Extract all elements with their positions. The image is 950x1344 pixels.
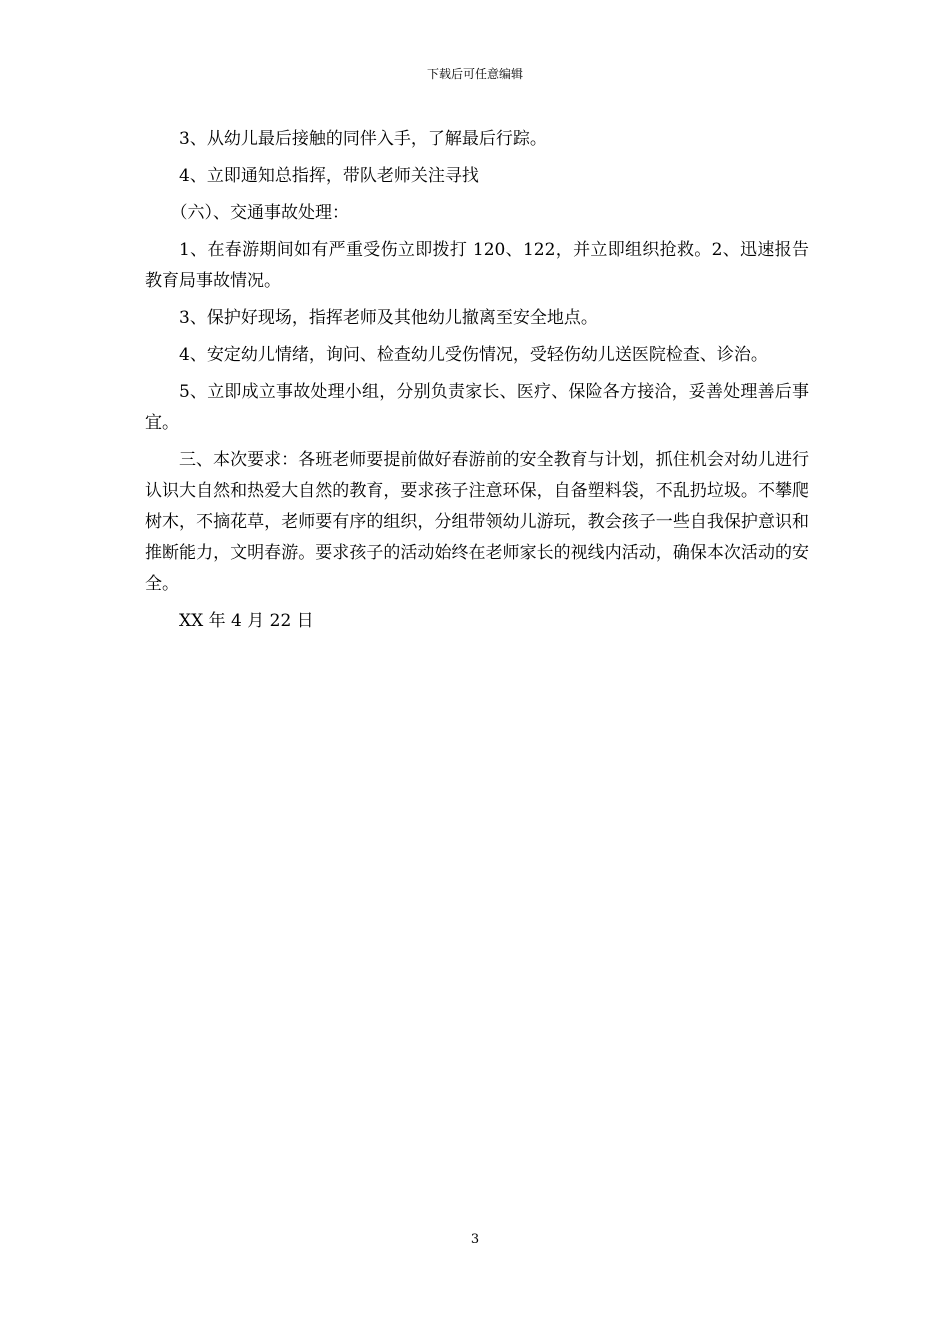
document-body: [145, 124, 809, 637]
paragraph-find-last-contact: 3、从幼儿最后接触的同伴入手，了解最后行踪。: [179, 129, 547, 149]
page-header: 下载后可任意编辑: [426, 67, 523, 81]
paragraph-requirements: 三、本次要求：各班老师要提前做好春游前的安全教育与计划，抓住机会对幼儿进行认识大自然和热爱大自然的教育，要求孩子注意环保，自备塑料袋，不乱扔垃圾。不攀爬树木，不摘花草，老师要有序的组织，分组带领幼儿游玩，教会孩子一些自我保护意识和推断能力，文明春游。要求孩子的活动始终在老师家长的视线内活动，确保本次活动的安全。: [145, 450, 809, 594]
paragraph-notify-commander: 4、立即通知总指挥，带队老师关注寻找: [179, 166, 479, 186]
paragraph-calm-children: 4、安定幼儿情绪，询问、检查幼儿受伤情况，受轻伤幼儿送医院检查、诊治。: [179, 345, 768, 365]
document-date: XX 年 4 月 22 日: [179, 611, 314, 631]
paragraph-protect-scene: 3、保护好现场，指挥老师及其他幼儿撤离至安全地点。: [179, 308, 598, 328]
section-heading-traffic-accident: （六）、交通事故处理：: [170, 203, 349, 223]
paragraph-emergency-call: 1、在春游期间如有严重受伤立即拨打 120、122，并立即组织抢救。2、迅速报告教育局事故情况。: [145, 240, 809, 291]
page-number: 3: [470, 1232, 480, 1247]
paragraph-accident-team: 5、立即成立事故处理小组，分别负责家长、医疗、保险各方接洽，妥善处理善后事宜。: [145, 382, 809, 433]
